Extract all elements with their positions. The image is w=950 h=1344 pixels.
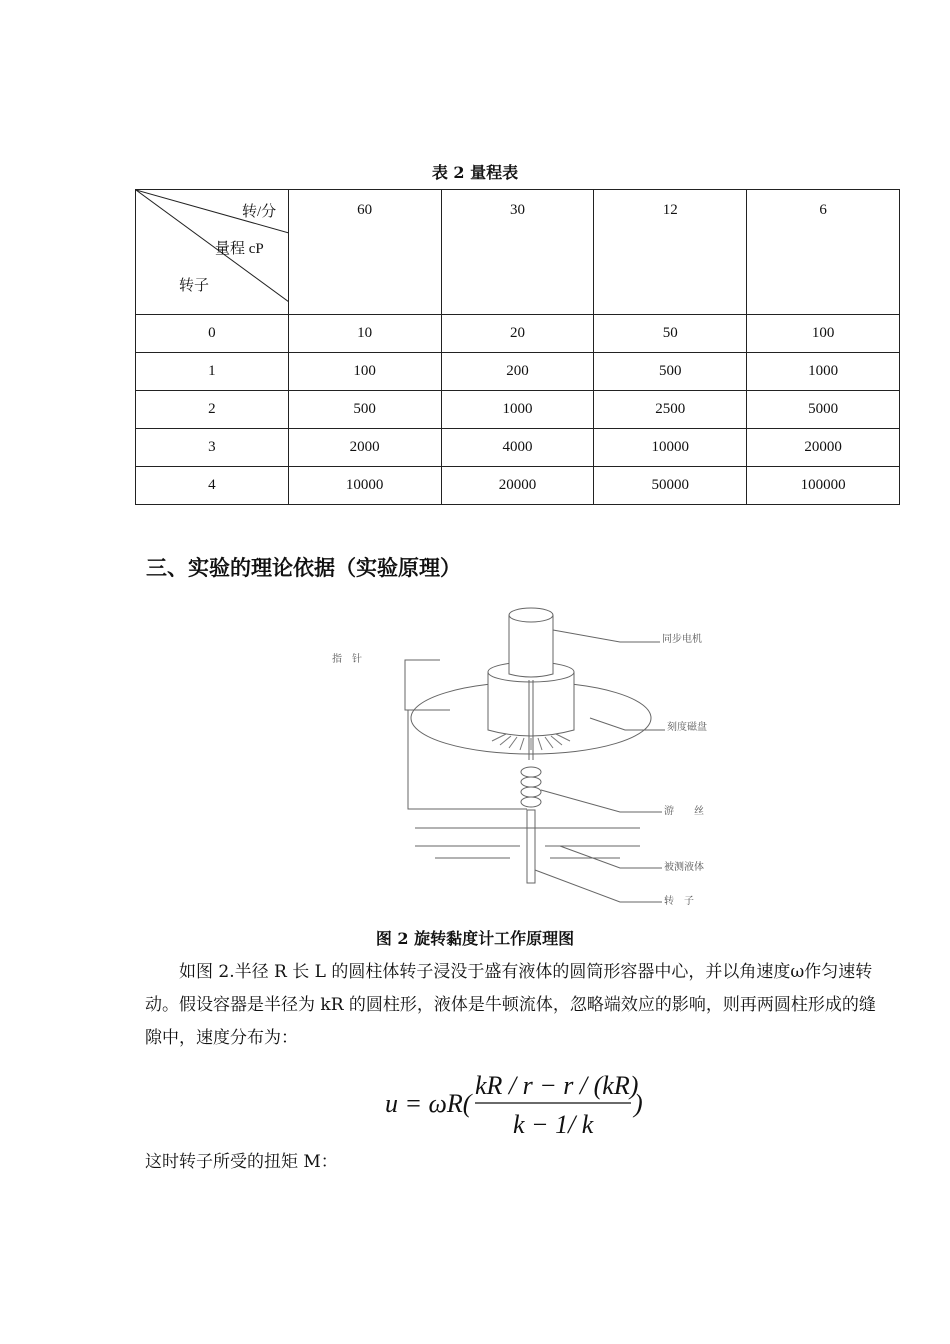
section-heading: 三、实验的理论依据（实验原理） — [146, 556, 461, 580]
motor-cylinder — [509, 615, 553, 677]
label-motor: 同步电机 — [662, 634, 702, 645]
formula-lhs: u = ωR( — [385, 1089, 472, 1118]
rotor-cell: 4 — [136, 467, 289, 505]
motor-top — [509, 608, 553, 622]
range-cell: 500 — [594, 353, 747, 391]
label-dial: 刻度磁盘 — [667, 722, 707, 733]
label-rotor: 转 子 — [664, 896, 694, 907]
header-speed-label: 转/分 — [242, 204, 277, 220]
speed-header: 12 — [594, 190, 747, 315]
table-row — [136, 315, 900, 353]
range-cell: 20 — [441, 315, 594, 353]
label-liquid: 被测液体 — [664, 862, 704, 873]
spring-leader — [541, 790, 662, 812]
range-cell: 2500 — [594, 391, 747, 429]
body-paragraph: 这时转子所受的扭矩 M： — [145, 1152, 338, 1172]
speed-header: 6 — [747, 190, 900, 315]
hairspring — [521, 767, 541, 807]
rotor-leader — [535, 870, 662, 902]
table-row — [136, 391, 900, 429]
label-spring: 游 丝 — [664, 806, 704, 817]
velocity-formula — [385, 1068, 655, 1140]
viscometer-diagram — [320, 600, 720, 915]
range-cell: 1000 — [441, 391, 594, 429]
speed-header: 30 — [441, 190, 594, 315]
range-cell: 100000 — [747, 467, 900, 505]
range-cell: 20000 — [747, 429, 900, 467]
rotor-cell: 0 — [136, 315, 289, 353]
range-cell: 500 — [288, 391, 441, 429]
range-cell: 100 — [288, 353, 441, 391]
range-cell: 2000 — [288, 429, 441, 467]
range-cell: 10000 — [594, 429, 747, 467]
range-cell: 20000 — [441, 467, 594, 505]
range-cell: 50000 — [594, 467, 747, 505]
range-cell: 10 — [288, 315, 441, 353]
table-caption: 表 2 量程表 — [431, 163, 519, 182]
range-cell: 200 — [441, 353, 594, 391]
body-paragraph: 如图 2.半径 R 长 L 的圆柱体转子浸没于盛有液体的圆筒形容器中心，并以角速度ω作匀速转动。假设容器是半径为 kR 的圆柱形，液体是牛顿流体，忽略端效应的影响，则再两圆柱形成的缝隙中，速度分布为： — [145, 962, 876, 1048]
range-cell: 4000 — [441, 429, 594, 467]
range-cell: 1000 — [747, 353, 900, 391]
rotor-cell: 1 — [136, 353, 289, 391]
range-cell: 50 — [594, 315, 747, 353]
table-row — [136, 467, 900, 505]
range-table — [135, 189, 900, 505]
label-pointer: 指 针 — [332, 654, 362, 665]
formula-denominator: k − 1/ k — [513, 1110, 594, 1139]
formula-numerator: kR / r − r / (kR) — [475, 1071, 639, 1100]
range-cell: 10000 — [288, 467, 441, 505]
table-row — [136, 353, 900, 391]
motor-leader — [553, 630, 660, 642]
rotor-cell: 2 — [136, 391, 289, 429]
diagonal-header-cell — [136, 190, 289, 315]
figure-caption: 图 2 旋转黏度计工作原理图 — [375, 929, 575, 948]
header-rotor-label: 转子 — [179, 278, 210, 294]
table-header-row — [136, 190, 900, 315]
table-row — [136, 429, 900, 467]
dial-leader — [590, 718, 665, 730]
formula-rhs: ) — [634, 1089, 643, 1118]
rotor-shape — [527, 810, 535, 883]
range-cell: 100 — [747, 315, 900, 353]
rotor-cell: 3 — [136, 429, 289, 467]
range-cell: 5000 — [747, 391, 900, 429]
liquid-leader — [560, 846, 662, 868]
speed-header: 60 — [288, 190, 441, 315]
header-range-label: 量程 cP — [215, 241, 264, 257]
